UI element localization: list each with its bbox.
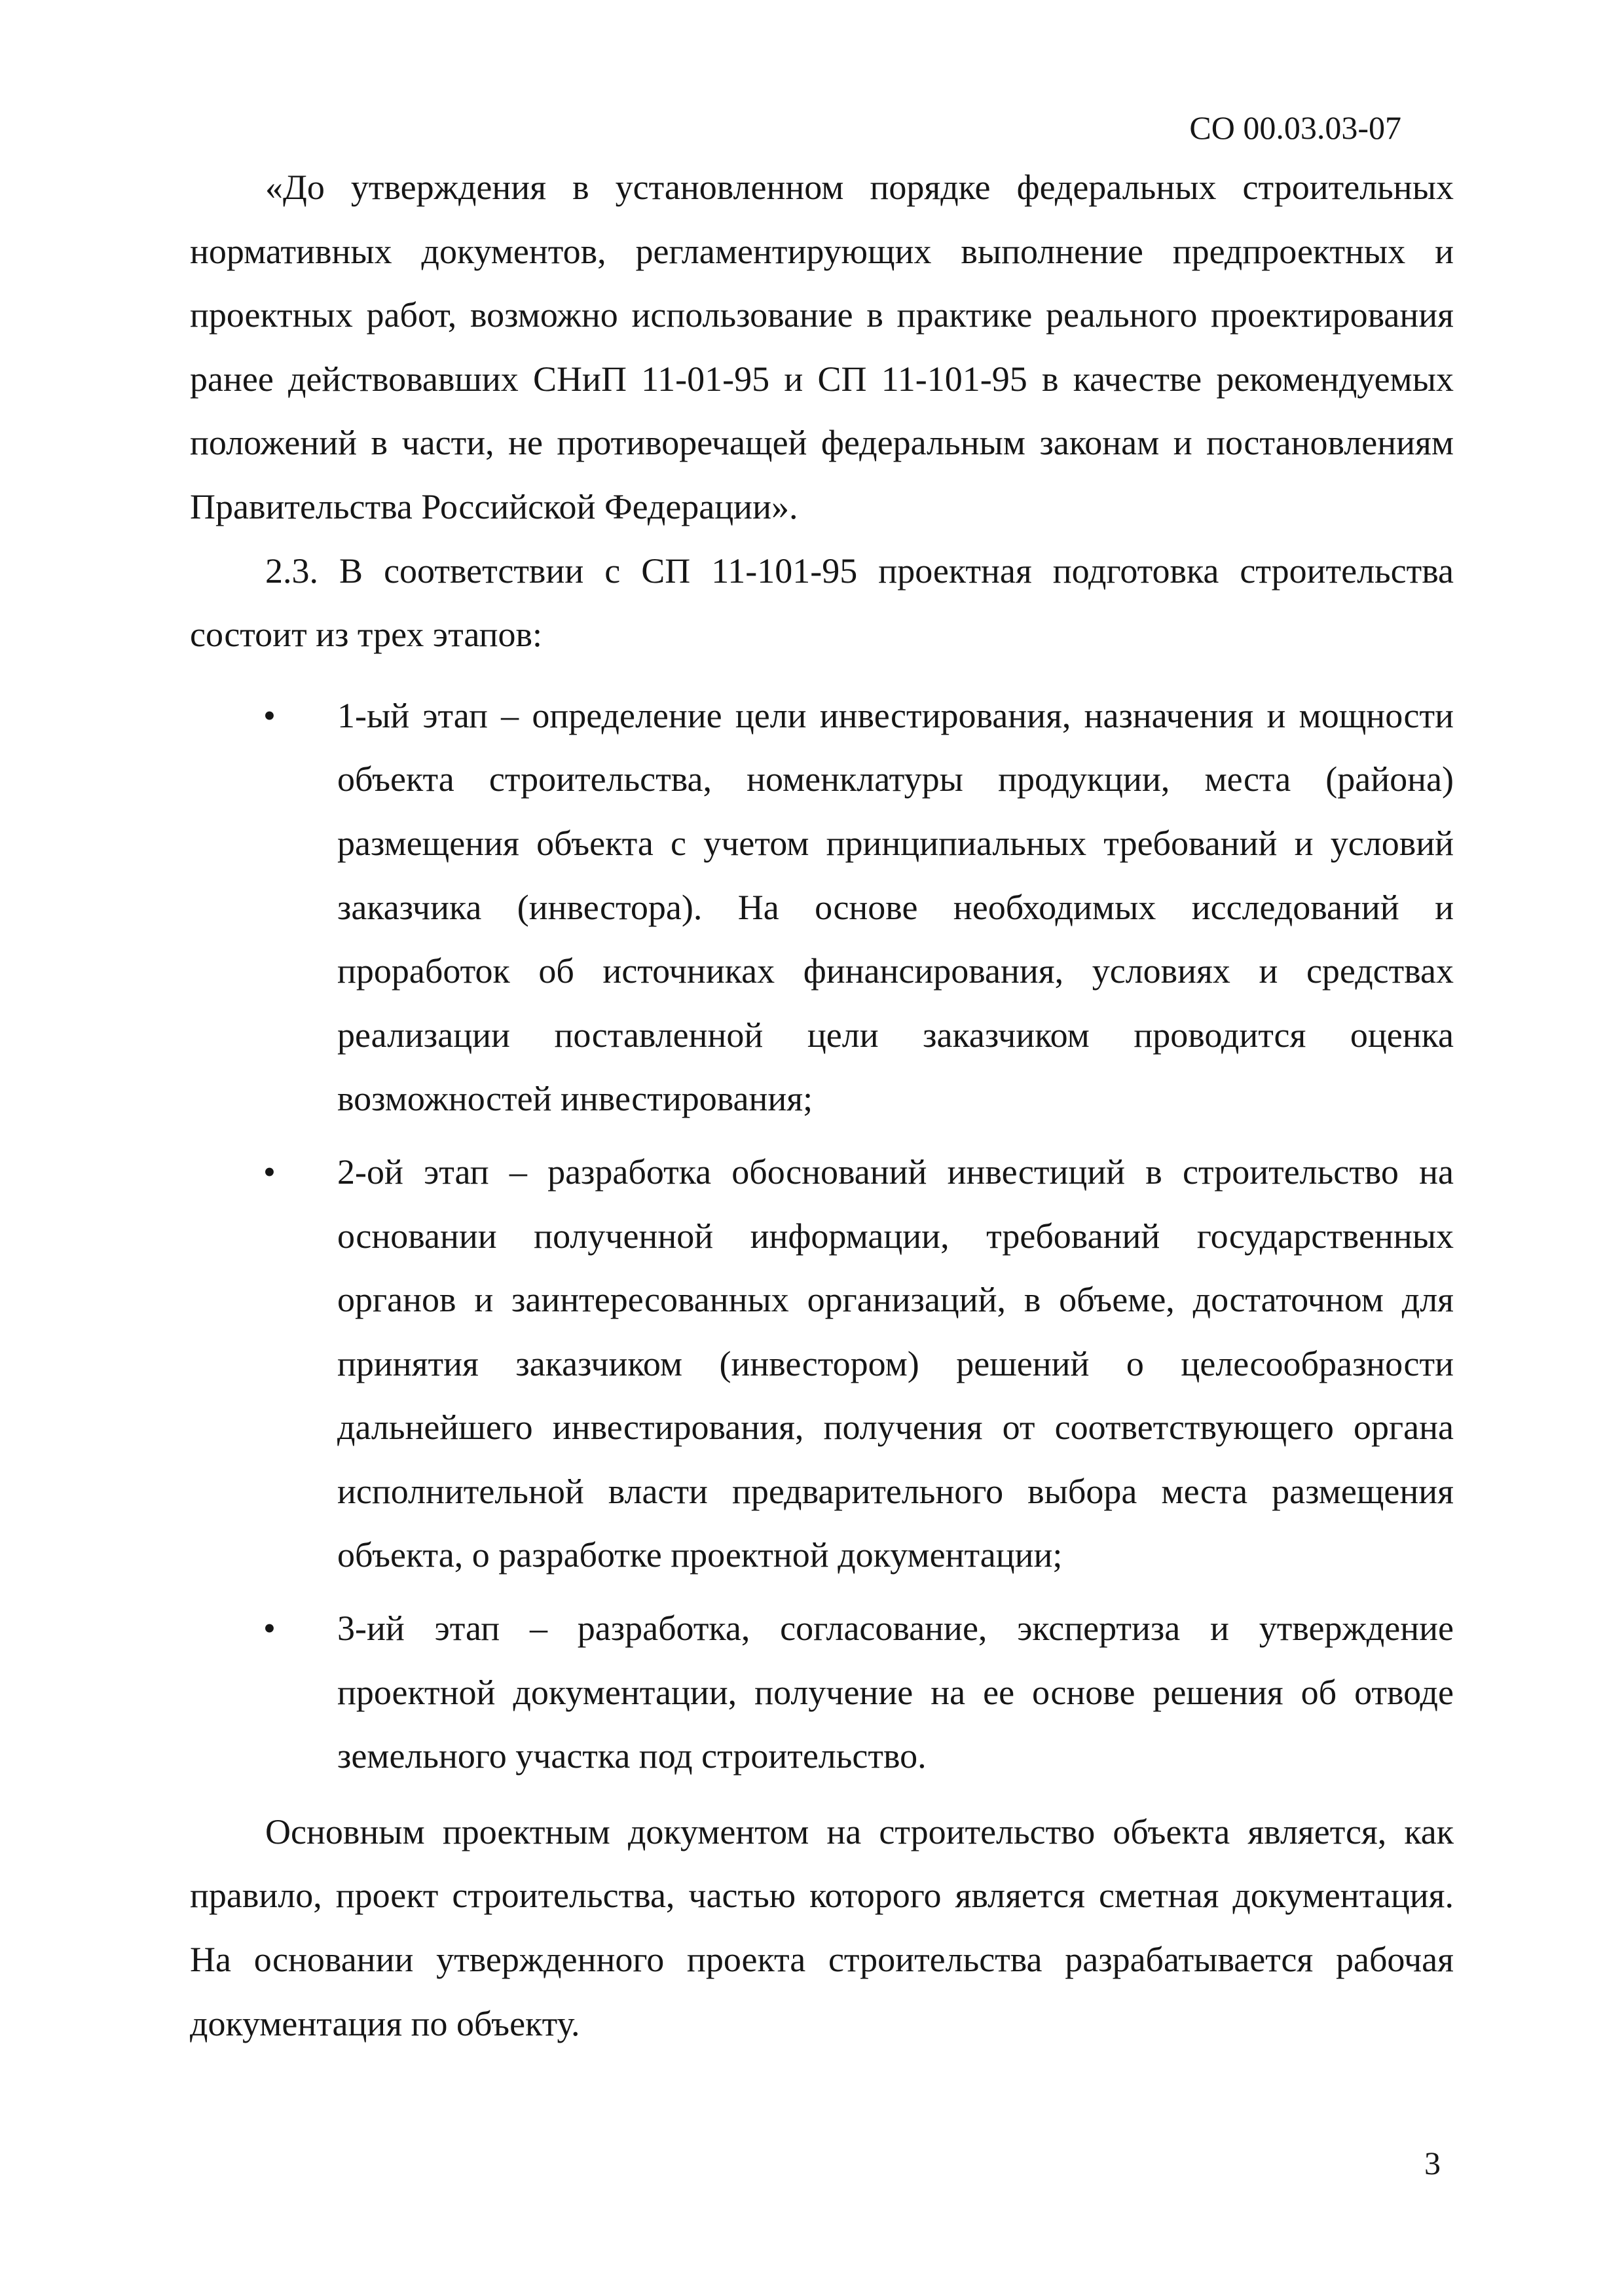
list-item xyxy=(190,684,1454,1131)
bullet-icon: • xyxy=(263,1609,276,1649)
conclusion-paragraph: Основным проектным документом на строительство объекта является, как правило, проект строительства, частью которого является сметная документация. На основании утвержденного проекта строительства разрабатывается рабочая документация по объекту. xyxy=(190,1812,1454,2043)
stage-text: 1-ый этап – определение цели инвестирования, назначения и мощности объекта строительства, номенклатуры продукции, места (района) размещения объекта с учетом принципиальных требований и условий заказчика (инвестора). На основе необходимых исследований и проработок об источниках финансирования, условиях и средствах реализации поставленной цели заказчиком проводится оценка возможностей инвестирования; xyxy=(337,695,1454,1119)
bullet-icon: • xyxy=(263,1152,276,1192)
list-item xyxy=(190,1140,1454,1588)
document-body xyxy=(190,156,1454,2056)
stage-text: 2-ой этап – разработка обоснований инвестиций в строительство на основании полученной информации, требований государственных органов и заинтересованных организаций, в объеме, достаточном для принятия заказчиком (инвестором) решений о целесообразности дальнейшего инвестирования, получения от соответствующего органа исполнительной власти предварительного выбора места размещения объекта, о разработке проектной документации; xyxy=(337,1152,1454,1575)
page-number: 3 xyxy=(1424,2145,1441,2181)
quote-paragraph: «До утверждения в установленном порядке федеральных строительных нормативных документов, регламентирующих выполнение предпроектных и проектных работ, возможно использование в практике реального проектирования ранее действовавших СНиП 11-01-95 и СП 11-101-95 в качестве рекомендуемых положений в части, не противоречащей федеральным законам и постановлениям Правительства Российской Федерации». xyxy=(190,168,1454,526)
stages-list xyxy=(190,684,1454,1789)
list-item xyxy=(190,1597,1454,1789)
section-2-3-paragraph: 2.3. В соответствии с СП 11-101-95 проектная подготовка строительства состоит из трех этапов: xyxy=(190,551,1454,655)
document-code: СО 00.03.03-07 xyxy=(1189,109,1401,146)
bullet-icon: • xyxy=(263,695,276,735)
stage-text: 3-ий этап – разработка, согласование, экспертиза и утверждение проектной документации, получение на ее основе решения об отводе земельного участка под строительство. xyxy=(337,1609,1454,1776)
